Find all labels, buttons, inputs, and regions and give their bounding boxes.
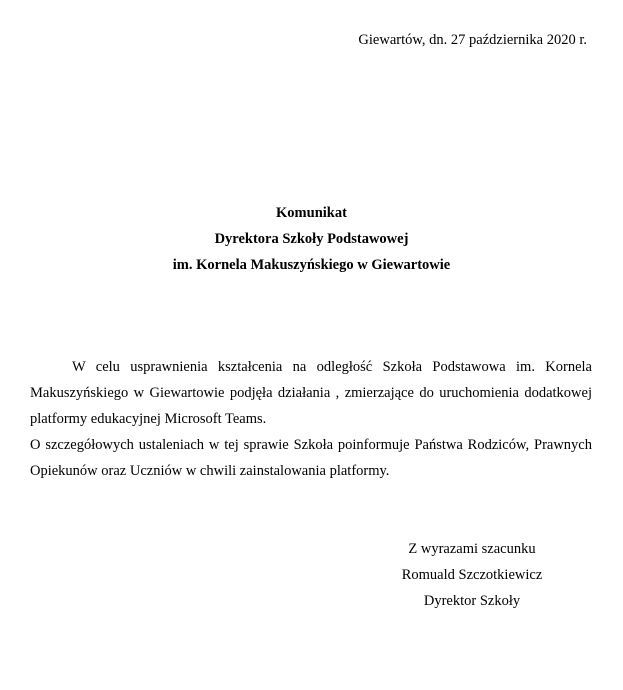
heading-school-name: im. Kornela Makuszyńskiego w Giewartowie — [172, 257, 451, 273]
heading-title: Komunikat — [276, 205, 347, 221]
signature-closing: Z wyrazami szacunku — [408, 541, 536, 557]
announcement-heading — [0, 200, 623, 278]
body-paragraph-1: W celu usprawnienia kształcenia na odległość Szkoła Podstawowa im. Kornela Makuszyńskiego w Giewartowie podjęła działania , zmierzające do uruchomienia dodatkowej platformy edukacyjnej Microsoft Teams. — [30, 359, 592, 427]
signature-name: Romuald Szczotkiewicz — [401, 567, 543, 583]
signature-block — [384, 536, 560, 614]
heading-author: Dyrektora Szkoły Podstawowej — [214, 231, 409, 247]
signature-title: Dyrektor Szkoły — [423, 593, 521, 609]
body-paragraph-2: O szczegółowych ustaleniach w tej sprawie Szkoła poinformuje Państwa Rodziców, Prawnych Opiekunów oraz Uczniów w chwili zainstalowania platformy. — [30, 437, 592, 479]
announcement-body — [30, 354, 592, 484]
date-line: Giewartów, dn. 27 października 2020 r. — [358, 32, 587, 48]
